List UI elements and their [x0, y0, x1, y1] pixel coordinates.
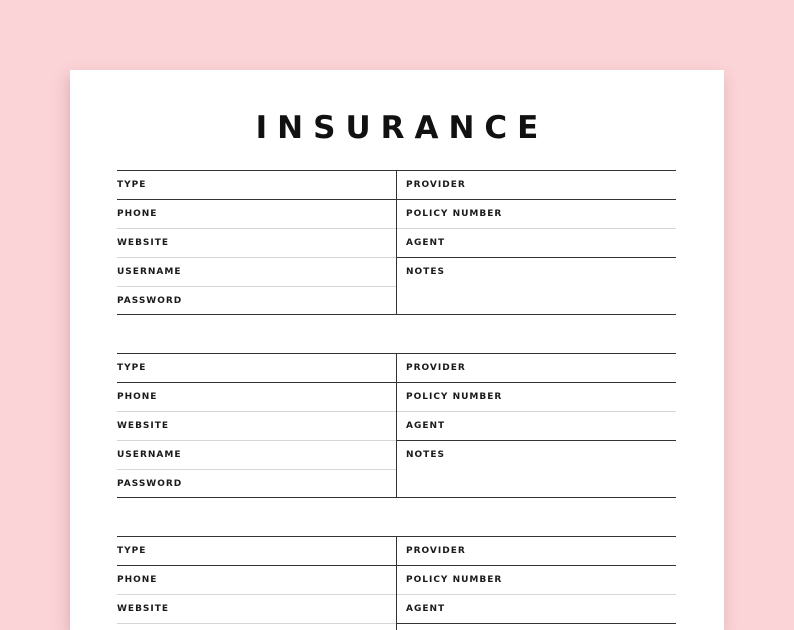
phone-field[interactable]: PHONE — [117, 383, 396, 412]
type-field[interactable]: TYPE — [117, 171, 396, 200]
insurance-sheet — [70, 70, 724, 630]
phone-field[interactable]: PHONE — [117, 566, 396, 595]
username-field[interactable]: USERNAME — [117, 258, 396, 287]
password-field[interactable]: PASSWORD — [117, 296, 183, 306]
notes-field[interactable]: NOTES — [406, 450, 445, 460]
website-field[interactable]: WEBSITE — [117, 412, 396, 441]
website-field[interactable]: WEBSITE — [117, 229, 396, 258]
insurance-record-1 — [117, 170, 676, 315]
insurance-record-2 — [117, 353, 676, 498]
policy-number-field[interactable]: POLICY NUMBER — [397, 200, 676, 229]
insurance-record-3 — [117, 536, 676, 630]
policy-number-field[interactable]: POLICY NUMBER — [397, 383, 676, 412]
agent-field[interactable]: AGENT — [397, 229, 676, 258]
page-title: INSURANCE — [255, 110, 549, 146]
provider-field[interactable]: PROVIDER — [397, 354, 676, 383]
type-field[interactable]: TYPE — [117, 537, 396, 566]
password-field[interactable]: PASSWORD — [117, 479, 183, 489]
provider-field[interactable]: PROVIDER — [397, 537, 676, 566]
username-field[interactable]: USERNAME — [117, 441, 396, 470]
website-field[interactable]: WEBSITE — [117, 595, 396, 624]
type-field[interactable]: TYPE — [117, 354, 396, 383]
provider-field[interactable]: PROVIDER — [397, 171, 676, 200]
notes-field[interactable]: NOTES — [406, 267, 445, 277]
agent-field[interactable]: AGENT — [397, 412, 676, 441]
agent-field[interactable]: AGENT — [397, 595, 676, 624]
phone-field[interactable]: PHONE — [117, 200, 396, 229]
policy-number-field[interactable]: POLICY NUMBER — [397, 566, 676, 595]
